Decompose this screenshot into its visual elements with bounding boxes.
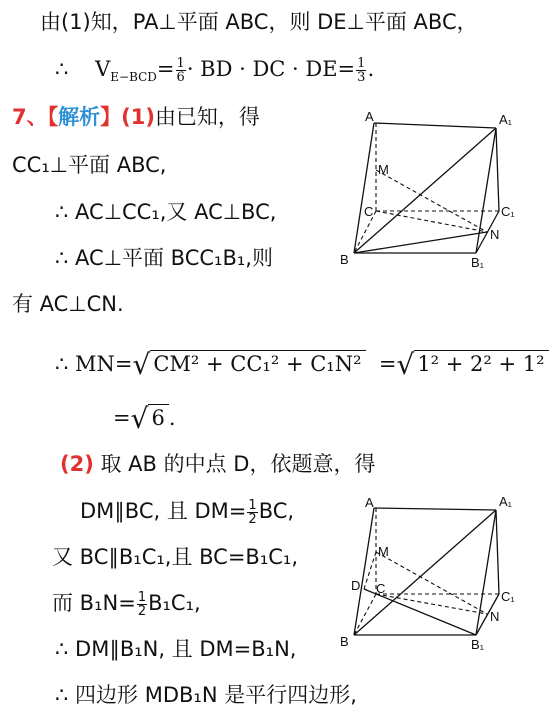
analysis-tag-bracket: 【: [47, 105, 59, 129]
part-1-intro: 由已知，得: [154, 105, 260, 129]
label-c1: C₁: [501, 204, 515, 219]
edge-a1-c1: [496, 128, 499, 211]
radicand-result: 6: [148, 404, 168, 431]
prism-figure-1: [335, 108, 525, 273]
analysis-tag-bracket-close: 】: [100, 105, 122, 129]
edge-a-a1: [374, 508, 496, 510]
radical-sign: √: [132, 348, 151, 381]
b1n-statement: 而 B₁N=: [52, 591, 136, 615]
b1n-statement-end: B₁C₁,: [148, 591, 201, 615]
radicand-1: CM² + CC₁² + C₁N²: [150, 350, 365, 377]
line-bc-parallel-b1c1: 又 BC∥B₁C₁,且 BC=B₁C₁,: [52, 545, 299, 569]
line-ac-perp-cn: 有 AC⊥CN.: [12, 292, 124, 316]
fraction-numerator: 1: [357, 56, 366, 71]
question-number: 7、: [12, 105, 48, 129]
label-a1: A₁: [499, 112, 513, 127]
volume-subscript: E−BCD: [110, 70, 157, 84]
hidden-segment-m-n: [376, 552, 487, 614]
volume-product: · BD · DC · DE=: [186, 57, 356, 81]
label-d: D: [351, 578, 361, 593]
fraction-one-half: [137, 591, 147, 618]
label-m: M: [378, 162, 389, 177]
volume-symbol: V: [95, 57, 111, 81]
fraction-denominator: 2: [137, 603, 147, 619]
prism-figure-2: [335, 490, 525, 655]
line-cc1-perp: CC₁⊥平面 ABC,: [12, 153, 167, 177]
fraction-denominator: 6: [176, 70, 185, 85]
fraction-numerator: 1: [137, 589, 147, 605]
label-c: C: [364, 204, 374, 219]
part-2-label: (2): [60, 452, 94, 476]
edge-a1-c1: [496, 510, 499, 594]
line-ac-perp-cc1: ∴ AC⊥CC₁,又 AC⊥BC,: [55, 200, 277, 224]
label-b1: B₁: [471, 255, 485, 270]
therefore-symbol: ∴: [55, 57, 69, 81]
label-n: N: [490, 609, 500, 624]
hidden-segment-c-n: [376, 594, 487, 614]
line-dm-parallel-bc: [80, 498, 294, 526]
label-a: A: [365, 495, 374, 510]
label-b: B: [340, 634, 349, 649]
equals-sign: =: [378, 352, 397, 376]
equals-sign: =: [113, 406, 131, 430]
fraction-one-half: [247, 499, 257, 526]
line-dm-parallel-b1n: ∴ DM∥B₁N, 且 DM=B₁N,: [55, 637, 297, 661]
edge-a-b: [354, 123, 374, 253]
radical-sign: √: [396, 348, 415, 381]
line-mn-result: [113, 402, 176, 435]
line-b1n: [52, 590, 201, 618]
radical-sign: √: [130, 402, 149, 435]
mn-prefix: ∴ MN=: [55, 352, 133, 376]
line-1: 由(1)知，PA⊥平面 ABC，则 DE⊥平面 ABC，: [40, 10, 478, 34]
period: .: [168, 406, 176, 430]
edge-a-a1: [374, 123, 496, 128]
diagonal-b-a1: [354, 510, 496, 635]
question-7-header: [12, 104, 260, 130]
part-2-intro: 取 AB 的中点 D，依题意，得: [100, 452, 376, 476]
dm-statement-end: BC,: [258, 499, 295, 523]
line-ac-perp-plane: ∴ AC⊥平面 BCC₁B₁,则: [55, 246, 273, 270]
period: .: [367, 57, 375, 81]
fraction-numerator: 1: [248, 497, 257, 513]
fraction-one-sixth: [176, 57, 186, 84]
part-2-header: [60, 451, 375, 477]
fraction-denominator: 2: [248, 511, 257, 527]
dm-statement: DM∥BC, 且 DM=: [80, 499, 247, 523]
line-parallelogram: ∴ 四边形 MDB₁N 是平行四边形,: [55, 683, 357, 707]
label-c: C: [376, 581, 386, 596]
fraction-denominator: 3: [357, 70, 366, 85]
part-1-label: (1): [121, 105, 155, 129]
label-n: N: [490, 227, 500, 242]
fraction-numerator: 1: [176, 56, 185, 71]
hidden-segment-m-n: [376, 170, 487, 232]
radicand-2: 1² + 2² + 1²: [414, 350, 548, 377]
fraction-one-third: [356, 57, 366, 84]
equals-sign: =: [156, 57, 175, 81]
label-b: B: [340, 252, 349, 267]
line-2-volume-formula: [55, 56, 374, 90]
line-mn-computation: [55, 348, 549, 381]
analysis-tag: 解析: [58, 105, 101, 129]
label-a: A: [365, 109, 374, 124]
label-m: M: [378, 544, 389, 559]
edge-a-b: [354, 508, 374, 635]
label-a1: A₁: [499, 494, 513, 509]
label-b1: B₁: [471, 637, 485, 652]
hidden-segment-c-n: [376, 211, 487, 232]
label-c1: C₁: [501, 589, 515, 604]
